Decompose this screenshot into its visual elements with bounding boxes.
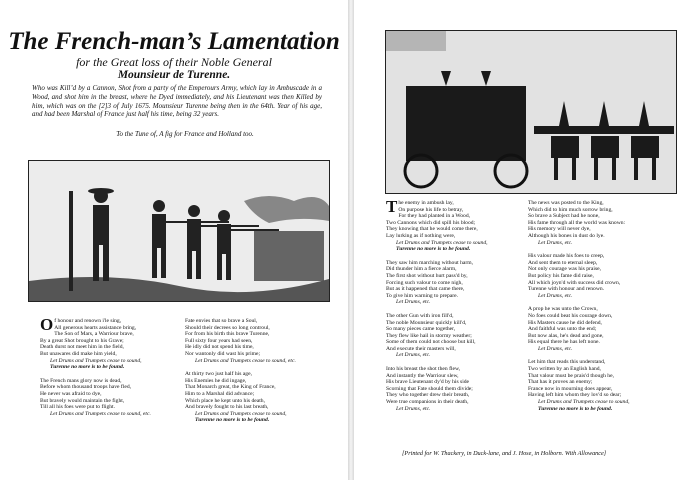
verse-line: But bravely would maintain the fight, [40,397,125,404]
stanza [528,200,678,246]
verse-line: His fame through all the world was known: [528,219,626,226]
verse-line: Two written by an English hand, [528,366,601,373]
verse-line: France now in mourning does appear, [528,385,613,392]
refrain-line: Let Drums, etc. [538,239,573,246]
verse-line: For they had planted in a Wood, [398,213,471,220]
verse-line: Full sixty four years had seen, [185,337,253,344]
verse-line: His equal there he has left none. [528,339,600,346]
stanza [185,318,335,364]
verse-line: And execute their masters will, [386,345,456,352]
right-verse-column-1 [386,197,531,419]
verse-line: Till all his foes were put to flight. [40,404,115,411]
ballad-title: The French-man’s Lamentation [8,28,340,55]
verse-line: By a great Shot brought to his Grave; [40,337,124,344]
verse-line: Which did to him much sorrow bring, [528,206,613,213]
verse-line: Should their decrees so long controul, [185,324,270,331]
refrain-line: Let Drums, etc. [396,299,431,306]
stanza [185,371,335,424]
verse-line: Forcing such valour to come nigh, [386,279,463,286]
printer-imprint: [Printed for W. Thackery, in Duck-lane, and J. Hose, in Holborn. With Allowance] [402,450,607,457]
verse-line: So many pieces came together, [386,326,456,333]
verse-line: All generous hearts assistance bring, [54,324,137,331]
verse-line: His brave Lieutenant dy'd by his side [386,379,470,386]
refrain-line: Turenne no more is to be found. [396,246,471,253]
verse-line: Before whom thousand troops have fled, [40,384,132,391]
verse-line: That Monarch great, the King of France, [185,384,276,391]
verse-line: he enemy in ambush lay, [398,200,454,206]
verse-line: On purpose his life to betray, [398,206,464,213]
refrain-line: Let Drums and Trumpets cease to sound, etc. [195,357,296,364]
verse-line: They saw him marching without harm, [386,259,473,266]
verse-line: His valour made his foes to creep, [528,253,605,260]
stanza [386,313,531,359]
refrain-line: Turenne no more is to be found. [50,364,125,371]
refrain-line: Let Drums and Trumpets cease to sound, [538,399,630,406]
stanza [528,253,678,299]
refrain-line: Let Drums and Trumpets cease to sound, [50,357,142,364]
verse-line: Some of them could not choose but kill, [386,339,476,346]
refrain-line: Let Drums and Trumpets cease to sound, [396,239,488,246]
refrain-line: Let Drums, etc. [538,292,573,299]
verse-line: Death durst not meet him in the field, [40,344,124,351]
verse-line: Two Cannons which did spill his blood; [386,219,476,226]
ballad-subtitle: for the Great loss of their Noble General [76,55,272,69]
verse-line: They flew like hail in stormy weather; [386,332,472,339]
ballad-tune: To the Tune of, A fig for France and Holland too. [116,130,254,138]
verse-line: His memory will never dye, [528,226,591,233]
verse-line: Which place he kept unto his death, [185,397,265,404]
verse-line: Nor wantonly did wast his prime; [185,350,261,357]
left-verse-column-2 [185,318,335,431]
verse-line: But now alas, he's dead and gone, [528,332,604,339]
verse-line: And bravely fought to his last breath, [185,404,269,411]
refrain-line: Turenne no more is to be found. [195,417,270,424]
left-verse-column-1 [40,315,180,424]
verse-line: The French mans glory now is dead, [40,377,122,384]
verse-line: f honour and renown i'le sing, [54,318,122,324]
verse-line: Not only courage was his praise, [528,266,602,273]
verse-line: The news was posted to the King, [528,200,604,206]
verse-line: And instantly the Warriour slew, [386,372,459,379]
verse-line: Let him that reads this understand, [528,359,606,366]
verse-line: The other Gun with iron fill'd, [386,312,454,319]
verse-line: Into his breast the shot then flew, [386,366,461,373]
woodcut-soldiers-image [28,160,330,302]
verse-line: Lay lurking as if nothing were, [386,232,456,239]
right-verse-column-2 [528,200,678,419]
verse-line: So brave a Subject had he none, [528,213,600,220]
verse-line: No foes could beat his courage down, [528,312,613,319]
verse-line: To give him warning to prepare. [386,292,458,299]
verse-line: A prop he was unto the Crown, [528,306,598,313]
refrain-line: Let Drums, etc. [396,352,431,359]
verse-line: At thirty two just half his age, [185,371,252,378]
refrain-line: Let Drums, etc. [538,345,573,352]
verse-line: Fate envies that so brave a Soul, [185,318,258,324]
verse-line: Were true companions in their death, [386,399,469,406]
verse-line: The Son of Mars, a Warriour brave, [54,331,134,338]
verse-line: They who together drew their breath, [386,392,470,399]
verse-line: All which joyn'd with success did crown, [528,279,621,286]
refrain-line: Turenne no more is to be found. [538,405,613,412]
verse-line: That valour must be prais'd though he, [528,372,614,379]
verse-line: His Enemies he did ingage, [185,377,247,384]
refrain-line: Let Drums and Trumpets cease to sound, etc. [50,410,151,417]
verse-line: Scorning that Fate should them divide; [386,385,473,392]
dropcap: T [386,197,398,216]
stanza [40,315,180,371]
verse-line: They knowing that he would come there, [386,226,478,233]
refrain-line: Let Drums and Trumpets cease to sound, [195,410,287,417]
page-gutter [348,0,354,480]
verse-line: Having left him whom they lov'd so dear; [528,392,622,399]
ballad-intro: Who was Kill’d by a Cannon, Shot from a party of the Emperours Army, which lay in Ambuscade in a Wood, and shot him in the breast, where he Dyed immediately, and his Lieutenant was then Killed by him, which was on the [2]3 of July 1675. Mounsieur Turenne being then in the 64th. Year of his age, and had been Marshal of France just half his time, being 32 years. [32,84,322,119]
stanza [528,359,678,412]
verse-line: And faithful was unto the end; [528,326,597,333]
verse-line: Did thunder him a fierce alarm, [386,266,457,273]
verse-line: But policy his fame did raise, [528,272,594,279]
verse-line: For from his birth this brave Turenne, [185,331,270,338]
stanza [528,306,678,352]
verse-line: And sent them to eternal sleep, [528,259,598,266]
verse-line: But as it happened that came there, [386,286,465,293]
verse-line: He never was afraid to dye, [40,390,102,397]
verse-line: Although his bones in dust do lye. [528,232,605,239]
stanza [386,260,531,306]
verse-line: That has it proves an enemy; [528,379,593,386]
verse-line: But unawares did make him yield, [40,350,117,357]
verse-line: His Masters cause he did defend, [528,319,602,326]
stanza [386,366,531,412]
verse-line: Him to a Marshal did advance; [185,390,255,397]
verse-line: The first shot without hurt pass'd by, [386,272,468,279]
ballad-subject: Mounsieur de Turenne. [117,69,231,81]
stanza [40,378,180,418]
stanza [386,197,531,253]
verse-line: He idly did not spend his time, [185,344,254,351]
verse-line: The noble Mounsieur quickly kill'd, [386,319,467,326]
verse-line: Turenne with honour and renown. [528,286,605,293]
refrain-line: Let Drums, etc. [396,405,431,412]
dropcap: O [40,315,54,334]
woodcut-funeral-image [385,30,677,194]
